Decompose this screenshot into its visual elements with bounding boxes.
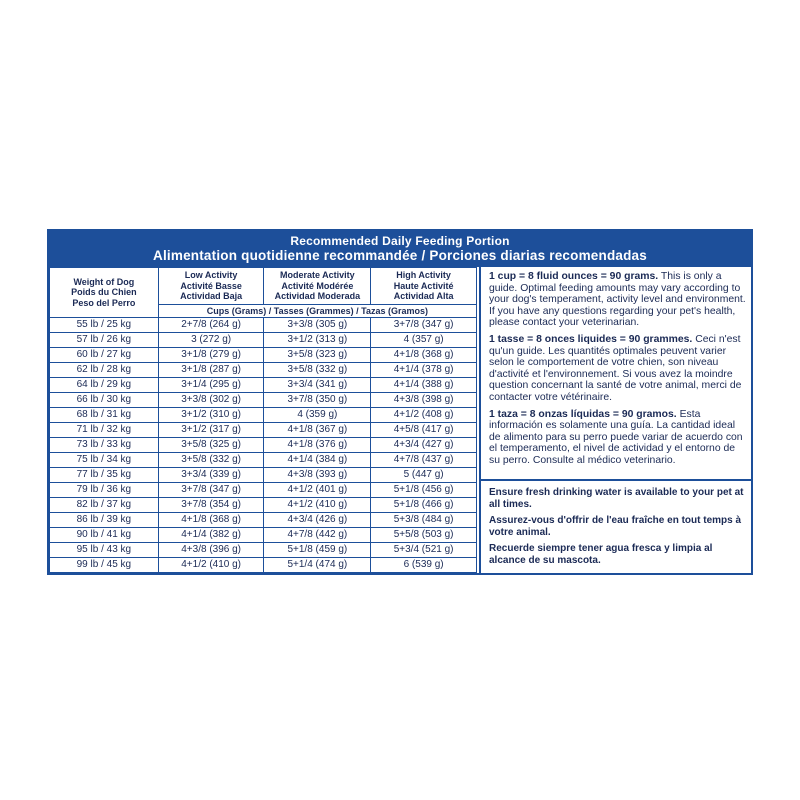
high-activity-cell: 5+1/8 (456 g): [371, 483, 477, 498]
high-activity-cell: 4+1/4 (388 g): [371, 378, 477, 393]
table-header-row: [50, 268, 477, 305]
water-en: Ensure fresh drinking water is available to your pet at all times.: [489, 487, 744, 510]
low-activity-cell: 3+5/8 (325 g): [158, 438, 264, 453]
guide-notes: [489, 271, 747, 472]
moderate-activity-cell: 4+1/2 (401 g): [264, 483, 371, 498]
moderate-activity-cell: 3+1/2 (313 g): [264, 333, 371, 348]
water-notice: [489, 487, 751, 571]
weight-cell: 77 lb / 35 kg: [50, 468, 159, 483]
high-activity-cell: 4+5/8 (417 g): [371, 423, 477, 438]
weight-cell: 99 lb / 45 kg: [50, 558, 159, 573]
moderate-activity-header: Moderate Activity Activité Modérée Actividad Moderada: [264, 268, 371, 305]
high-activity-cell: 5 (447 g): [371, 468, 477, 483]
water-es: Recuerde siempre tener agua fresca y limpia al alcance de su mascota.: [489, 543, 713, 566]
weight-cell: 66 lb / 30 kg: [50, 393, 159, 408]
low-activity-cell: 3+7/8 (354 g): [158, 498, 264, 513]
weight-cell: 71 lb / 32 kg: [50, 423, 159, 438]
note-en: 1 cup = 8 fluid ounces = 90 grams. This is only a guide. Optimal feeding amounts may vary according to your dog's temperament, activity level and environment. If you have any questions regarding your pet's health, please contact your veterinarian.: [489, 271, 746, 329]
low-activity-cell: 3+1/2 (310 g): [158, 408, 264, 423]
weight-cell: 64 lb / 29 kg: [50, 378, 159, 393]
table-row: [50, 468, 477, 483]
low-activity-cell: 3+3/8 (302 g): [158, 393, 264, 408]
note-es: 1 taza = 8 onzas líquidas = 90 gramos. Esta información es solamente una guía. La cantidad ideal de alimento para su perro puede variar de acuerdo con el temperamento, el nivel de actividad y el entorno de su perro. Consulte al médico veterinario.: [489, 408, 743, 466]
high-activity-cell: 4+3/4 (427 g): [371, 438, 477, 453]
table-row: [50, 543, 477, 558]
moderate-activity-cell: 3+5/8 (332 g): [264, 363, 371, 378]
moderate-activity-cell: 5+1/8 (459 g): [264, 543, 371, 558]
low-activity-cell: 3+1/4 (295 g): [158, 378, 264, 393]
low-activity-cell: 3+7/8 (347 g): [158, 483, 264, 498]
moderate-activity-cell: 4+3/4 (426 g): [264, 513, 371, 528]
moderate-activity-cell: 4+1/8 (367 g): [264, 423, 371, 438]
low-activity-cell: 3+3/4 (339 g): [158, 468, 264, 483]
table-row: [50, 528, 477, 543]
weight-cell: 82 lb / 37 kg: [50, 498, 159, 513]
low-activity-cell: 3 (272 g): [158, 333, 264, 348]
high-activity-cell: 6 (539 g): [371, 558, 477, 573]
moderate-activity-cell: 3+3/4 (341 g): [264, 378, 371, 393]
high-activity-cell: 3+7/8 (347 g): [371, 318, 477, 333]
moderate-activity-cell: 4+1/8 (376 g): [264, 438, 371, 453]
table-row: [50, 513, 477, 528]
moderate-activity-cell: 3+5/8 (323 g): [264, 348, 371, 363]
moderate-activity-cell: 5+1/4 (474 g): [264, 558, 371, 573]
table-row: [50, 453, 477, 468]
table-row: [50, 558, 477, 573]
weight-cell: 75 lb / 34 kg: [50, 453, 159, 468]
table-row: [50, 483, 477, 498]
high-activity-cell: 5+1/8 (466 g): [371, 498, 477, 513]
low-activity-cell: 3+1/8 (279 g): [158, 348, 264, 363]
low-activity-cell: 4+1/4 (382 g): [158, 528, 264, 543]
feeding-table: [49, 267, 477, 573]
moderate-activity-cell: 4+7/8 (442 g): [264, 528, 371, 543]
weight-cell: 57 lb / 26 kg: [50, 333, 159, 348]
table-row: [50, 408, 477, 423]
header-title-fr-es: Alimentation quotidienne recommandée / Porciones diarias recomendadas: [153, 248, 647, 263]
water-fr: Assurez-vous d'offrir de l'eau fraîche en tout temps à votre animal.: [489, 515, 742, 538]
weight-cell: 86 lb / 39 kg: [50, 513, 159, 528]
high-activity-cell: 4+1/4 (378 g): [371, 363, 477, 378]
weight-cell: 60 lb / 27 kg: [50, 348, 159, 363]
low-activity-cell: 2+7/8 (264 g): [158, 318, 264, 333]
table-row: [50, 378, 477, 393]
header-title-en: Recommended Daily Feeding Portion: [290, 234, 510, 248]
weight-cell: 73 lb / 33 kg: [50, 438, 159, 453]
low-activity-cell: 4+1/2 (410 g): [158, 558, 264, 573]
moderate-activity-cell: 4+3/8 (393 g): [264, 468, 371, 483]
weight-cell: 62 lb / 28 kg: [50, 363, 159, 378]
high-activity-cell: 4+7/8 (437 g): [371, 453, 477, 468]
weight-cell: 68 lb / 31 kg: [50, 408, 159, 423]
table-row: [50, 318, 477, 333]
chart-header: [49, 231, 751, 267]
units-label: Cups (Grams) / Tasses (Grammes) / Tazas (Gramos): [158, 305, 476, 318]
feeding-table-body: [50, 318, 477, 573]
weight-column-header: Weight of Dog Poids du Chien Peso del Perro: [50, 268, 159, 318]
low-activity-header: Low Activity Activité Basse Actividad Baja: [158, 268, 264, 305]
moderate-activity-cell: 3+3/8 (305 g): [264, 318, 371, 333]
low-activity-cell: 4+1/8 (368 g): [158, 513, 264, 528]
high-activity-header: High Activity Haute Activité Actividad Alta: [371, 268, 477, 305]
weight-cell: 90 lb / 41 kg: [50, 528, 159, 543]
moderate-activity-cell: 4+1/2 (410 g): [264, 498, 371, 513]
notes-separator: [481, 479, 751, 481]
table-row: [50, 363, 477, 378]
weight-cell: 79 lb / 36 kg: [50, 483, 159, 498]
high-activity-cell: 4+1/2 (408 g): [371, 408, 477, 423]
moderate-activity-cell: 4 (359 g): [264, 408, 371, 423]
weight-cell: 95 lb / 43 kg: [50, 543, 159, 558]
high-activity-cell: 5+3/8 (484 g): [371, 513, 477, 528]
table-row: [50, 498, 477, 513]
moderate-activity-cell: 3+7/8 (350 g): [264, 393, 371, 408]
weight-cell: 55 lb / 25 kg: [50, 318, 159, 333]
table-row: [50, 348, 477, 363]
high-activity-cell: 4+3/8 (398 g): [371, 393, 477, 408]
table-row: [50, 423, 477, 438]
table-row: [50, 333, 477, 348]
moderate-activity-cell: 4+1/4 (384 g): [264, 453, 371, 468]
high-activity-cell: 4+1/8 (368 g): [371, 348, 477, 363]
high-activity-cell: 5+3/4 (521 g): [371, 543, 477, 558]
table-row: [50, 393, 477, 408]
column-divider: [479, 267, 481, 575]
high-activity-cell: 4 (357 g): [371, 333, 477, 348]
low-activity-cell: 3+1/2 (317 g): [158, 423, 264, 438]
feeding-chart-panel: [47, 229, 753, 575]
low-activity-cell: 3+1/8 (287 g): [158, 363, 264, 378]
table-row: [50, 438, 477, 453]
low-activity-cell: 3+5/8 (332 g): [158, 453, 264, 468]
low-activity-cell: 4+3/8 (396 g): [158, 543, 264, 558]
note-fr: 1 tasse = 8 onces liquides = 90 grammes. Ceci n'est qu'un guide. Les quantités optimales peuvent varier selon le comportement de votre chien, son niveau d'activité et l'environnement. Si vous avez la moindre question concernant la santé de votre animal, merci de contacter votre vétérinaire.: [489, 333, 742, 403]
high-activity-cell: 5+5/8 (503 g): [371, 528, 477, 543]
